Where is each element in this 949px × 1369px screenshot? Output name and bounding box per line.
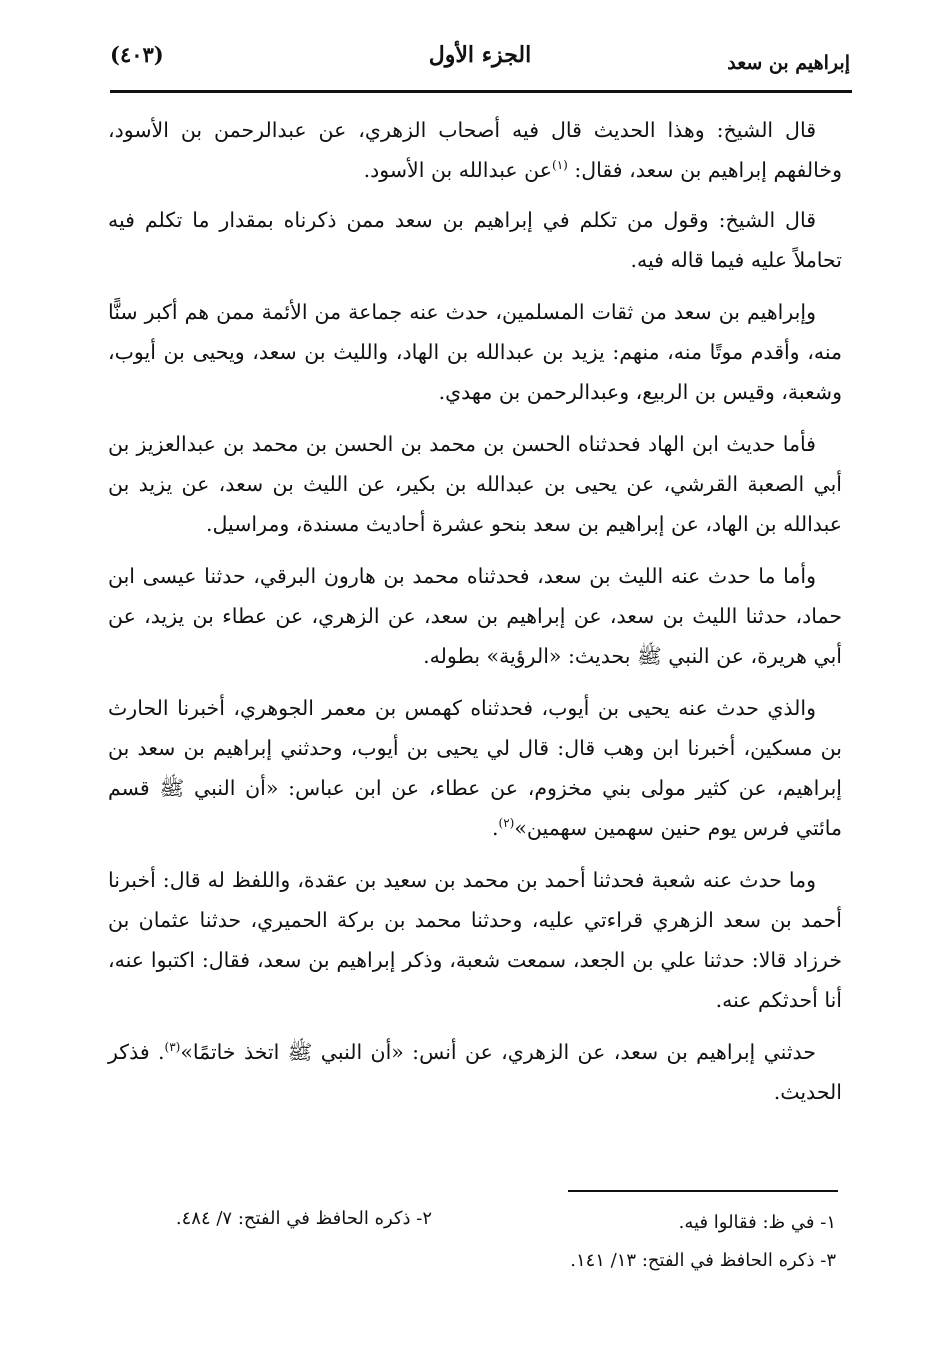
footnote-3: ٣- ذكره الحافظ في الفتح: ١٣/ ١٤١.: [570, 1250, 836, 1271]
footnote-separator: [568, 1190, 838, 1192]
paragraph-1-text-a: قال الشيخ: وهذا الحديث قال فيه أصحاب الزهري، عن عبدالرحمن بن الأسود، وخالفهم إبراهيم بن سعد، فقال:: [108, 118, 842, 182]
footnotes: [108, 1202, 842, 1302]
paragraph-7: وما حدث عنه شعبة فحدثنا أحمد بن محمد بن سعيد بن عقدة، واللفظ له قال: أخبرنا أحمد بن سعد الزهري قراءتي عليه، وحدثنا محمد بن بركة الحميري، حدثنا عثمان بن خرزاد قالا: حدثنا علي بن الجعد، سمعت شعبة، وذكر إبراهيم بن سعد، فقال: اكتبوا عنه، أنا أحدثكم عنه.: [108, 868, 842, 1012]
paragraph-8-text-a: حدثني إبراهيم بن سعد، عن الزهري، عن أنس: «أن النبي ﷺ اتخذ خاتمًا»: [180, 1040, 816, 1064]
paragraph-2: قال الشيخ: وقول من تكلم في إبراهيم بن سعد ممن ذكرناه بمقدار ما تكلم فيه تحاملاً عليه فيما قاله فيه.: [108, 208, 842, 272]
header-rule: [110, 90, 852, 93]
main-text: [108, 110, 842, 1124]
footnote-ref-2: (٢): [498, 816, 515, 831]
paragraph-8-text-b: . فذكر الحديث.: [108, 1040, 842, 1104]
running-header: [110, 38, 850, 84]
paragraph-6-text-a: والذي حدث عنه يحيى بن أيوب، فحدثناه كهمس بن معمر الجوهري، أخبرنا الحارث بن مسكين، أخبرنا ابن وهب قال: قال لي يحيى بن أيوب، وحدثني إبراهيم بن سعد بن إبراهيم، عن كثير مولى بني مخزوم، عن عطاء، عن ابن عباس: «أن النبي ﷺ قسم مائتي فرس يوم حنين سهمين سهمين»: [108, 696, 842, 840]
paragraph-1: [108, 110, 842, 190]
footnote-ref-3: (٣): [164, 1040, 181, 1055]
paragraph-4: فأما حديث ابن الهاد فحدثناه الحسن بن محمد بن الحسن بن محمد بن عبدالعزيز بن أبي الصعبة القرشي، عن يحيى بن عبدالله بن بكير، عن الليث بن سعد، عن يزيد بن عبدالله بن الهاد، عن إبراهيم بن سعد بنحو عشرة أحاديث مسندة، ومراسيل.: [108, 432, 842, 536]
footnote-2: ٢- ذكره الحافظ في الفتح: ٧/ ٤٨٤.: [175, 1208, 432, 1229]
header-volume: الجزء الأول: [428, 42, 532, 68]
paragraph-6: [108, 688, 842, 848]
footnote-1: ١- في ظ: فقالوا فيه.: [678, 1212, 836, 1233]
footnote-ref-1: (١): [552, 158, 568, 173]
header-chapter-name: إبراهيم بن سعد: [727, 52, 850, 74]
paragraph-5: وأما ما حدث عنه الليث بن سعد، فحدثناه محمد بن هارون البرقي، حدثنا عيسى ابن حماد، حدثنا الليث بن سعد، عن إبراهيم بن سعد، عن الزهري، عن عطاء بن يزيد، عن أبي هريرة، عن النبي ﷺ بحديث: «الرؤية» بطوله.: [108, 564, 842, 668]
paragraph-6-text-b: .: [492, 816, 499, 840]
page-number: (٤٠٣): [110, 42, 164, 67]
paragraph-1-text-b: عن عبدالله بن الأسود.: [363, 158, 553, 182]
paragraph-8: [108, 1032, 842, 1112]
paragraph-3: وإبراهيم بن سعد من ثقات المسلمين، حدث عنه جماعة من الأئمة ممن هم أكبر سنًّا منه، وأقدم موتًا منه، منهم: يزيد بن عبدالله بن الهاد، والليث بن سعد، ويحيى بن أيوب، وشعبة، وقيس بن الربيع، وعبدالرحمن بن مهدي.: [108, 300, 842, 404]
